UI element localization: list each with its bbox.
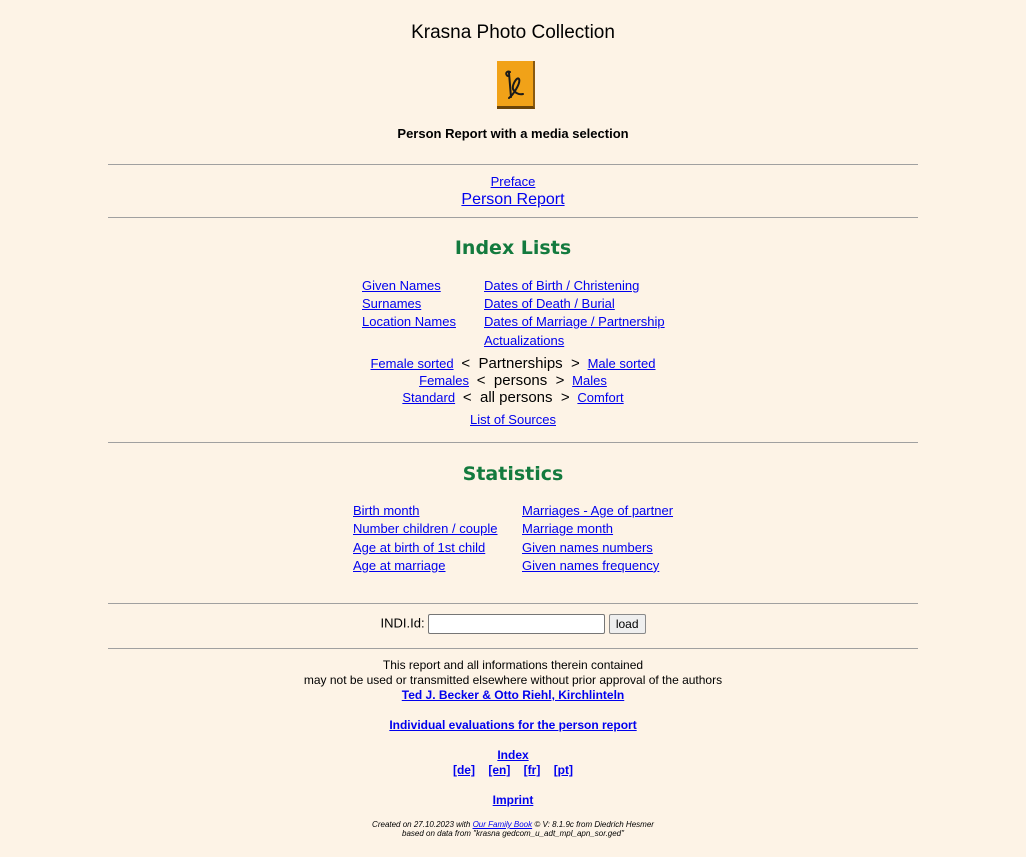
given-names-link[interactable]: Given Names bbox=[362, 278, 441, 293]
all-persons-label: all persons bbox=[479, 389, 553, 406]
our-family-book-link[interactable]: Our Family Book bbox=[472, 820, 533, 829]
lang-fr-link[interactable]: [fr] bbox=[523, 763, 541, 777]
statistics-left-column bbox=[353, 502, 498, 575]
based-on-line: based on data from "krasna gedcom_u_adt_mpl_apn_sor.ged" bbox=[402, 829, 624, 838]
created-suffix: © V: 8.1.9c from Diedrich Hesmer bbox=[532, 820, 654, 829]
list-of-sources-link[interactable]: List of Sources bbox=[470, 412, 556, 427]
index-link[interactable]: Index bbox=[497, 748, 529, 762]
index-lists-heading: Index Lists bbox=[454, 237, 572, 259]
copyright-line-2: may not be used or transmitted elsewhere without prior approval of the authors bbox=[303, 673, 723, 687]
females-link[interactable]: Females bbox=[419, 373, 469, 388]
males-link[interactable]: Males bbox=[572, 373, 607, 388]
created-prefix: Created on 27.10.2023 with bbox=[372, 820, 473, 829]
authors-link[interactable]: Ted J. Becker & Otto Riehl, Kirchlinteln bbox=[401, 688, 625, 702]
birth-month-link[interactable]: Birth month bbox=[353, 503, 420, 518]
comfort-link[interactable]: Comfort bbox=[577, 390, 624, 405]
marriage-month-link[interactable]: Marriage month bbox=[522, 521, 614, 537]
divider bbox=[108, 217, 918, 218]
indi-id-input[interactable] bbox=[428, 614, 605, 634]
surnames-link[interactable]: Surnames bbox=[362, 296, 422, 311]
male-sorted-link[interactable]: Male sorted bbox=[587, 356, 656, 371]
age-at-marriage-link[interactable]: Age at marriage bbox=[353, 557, 446, 573]
sources-row bbox=[0, 412, 1026, 427]
actualizations-link[interactable]: Actualizations bbox=[484, 333, 565, 348]
given-names-frequency-link[interactable]: Given names frequency bbox=[522, 557, 660, 573]
imprint-link[interactable]: Imprint bbox=[492, 793, 534, 807]
index-list-right-column bbox=[484, 277, 665, 350]
indi-id-label: INDI.Id: bbox=[380, 615, 425, 631]
lang-pt-link[interactable]: [pt] bbox=[553, 763, 574, 777]
language-links bbox=[0, 763, 1026, 777]
persons-label: persons bbox=[493, 372, 548, 389]
dates-of-marriage-link[interactable]: Dates of Marriage / Partnership bbox=[484, 314, 665, 329]
divider bbox=[108, 164, 918, 165]
page-subtitle: Person Report with a media selection bbox=[397, 126, 629, 141]
age-at-first-child-link[interactable]: Age at birth of 1st child bbox=[353, 539, 486, 555]
preface-link[interactable]: Preface bbox=[490, 174, 536, 189]
page-title: Krasna Photo Collection bbox=[411, 22, 615, 43]
divider bbox=[108, 648, 918, 649]
given-names-numbers-link[interactable]: Given names numbers bbox=[522, 539, 653, 555]
partnerships-row: Female sorted < Partnerships > Male sorted bbox=[370, 355, 656, 372]
krasna-logo bbox=[497, 61, 535, 109]
divider bbox=[108, 603, 918, 604]
dates-of-death-link[interactable]: Dates of Death / Burial bbox=[484, 296, 615, 311]
copyright-line-1: This report and all informations therein contained bbox=[382, 658, 644, 672]
individual-evaluations-link[interactable]: Individual evaluations for the person report bbox=[389, 718, 637, 732]
divider bbox=[108, 442, 918, 443]
person-report-link[interactable]: Person Report bbox=[461, 191, 565, 208]
persons-row: Females < persons > Males bbox=[419, 372, 607, 389]
created-line bbox=[0, 820, 1026, 829]
lang-en-link[interactable]: [en] bbox=[488, 763, 511, 777]
statistics-heading: Statistics bbox=[462, 463, 564, 485]
dates-of-birth-link[interactable]: Dates of Birth / Christening bbox=[484, 278, 640, 293]
statistics-right-column bbox=[522, 502, 673, 575]
partnerships-label: Partnerships bbox=[478, 355, 563, 372]
lang-de-link[interactable]: [de] bbox=[452, 763, 475, 777]
index-list-left-column bbox=[362, 277, 456, 331]
all-persons-row: Standard < all persons > Comfort bbox=[402, 389, 624, 406]
female-sorted-link[interactable]: Female sorted bbox=[370, 356, 454, 371]
marriages-age-partner-link[interactable]: Marriages - Age of partner bbox=[522, 503, 674, 518]
load-button[interactable]: load bbox=[609, 614, 646, 634]
standard-link[interactable]: Standard bbox=[402, 390, 456, 405]
number-children-link[interactable]: Number children / couple bbox=[353, 521, 498, 537]
indi-form bbox=[0, 614, 1026, 634]
location-names-link[interactable]: Location Names bbox=[362, 314, 456, 329]
